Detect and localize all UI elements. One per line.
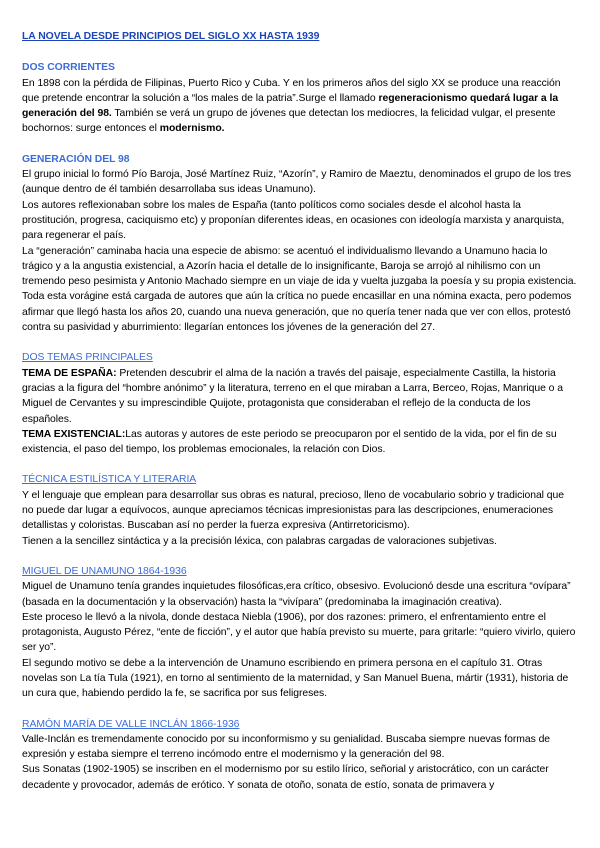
paragraph bbox=[22, 76, 578, 137]
document-title: LA NOVELA DESDE PRINCIPIOS DEL SIGLO XX HASTA 1939 bbox=[22, 31, 320, 42]
section-heading: RAMÓN MARÍA DE VALLE INCLÁN 1866-1936 bbox=[22, 718, 240, 730]
section-heading: MIGUEL DE UNAMUNO 1864-1936 bbox=[22, 565, 187, 577]
section-heading: TÉCNICA ESTILÍSTICA Y LITERARIA bbox=[22, 474, 197, 486]
bold-text: modernismo. bbox=[159, 123, 225, 135]
bold-label: TEMA EXISTENCIAL: bbox=[22, 428, 126, 440]
paragraph: La “generación” caminaba hacia una especie de abismo: se acentuó el individualismo llevando a Unamuno hacia lo trágico y a la angustia existencial, a Azorín hacia el detalle de lo insignificante, Baroja se arrojó al nihilismo con un tremendo peso pesimista y Antonio Machado siempre en un viaje de ida y vuelta juzgaba la poesía y su propia existencia. bbox=[22, 245, 577, 288]
section-heading: DOS TEMAS PRINCIPALES bbox=[22, 352, 153, 364]
section-unamuno bbox=[22, 564, 578, 702]
paragraph: El segundo motivo se debe a la intervención de Unamuno escribiendo en primera persona en el capítulo 31. Otras novelas son La tía Tula (1921), en torno al sentimiento de la maternidad, y San Manuel Buena, mártir (1931), historia de un cura que, habiendo perdido la fe, se sacrifica por sus feligreses. bbox=[22, 657, 569, 700]
section-heading: DOS CORRIENTES bbox=[22, 62, 115, 74]
paragraph: Valle-Inclán es tremendamente conocido por su inconformismo y su genialidad. Buscaba siempre nuevas formas de expresión y estaba siempre el terreno incómodo entre el modernismo y la generación del 98. bbox=[22, 733, 551, 761]
paragraph: Toda esta vorágine está cargada de autores que aún la crítica no puede encasillar en una nómina exacta, pero podemos afirmar que llegó hasta los años 20, cuando una nueva generación, que no quería tener nada que ver con ellos, protestó contra su pasividad y aburrimiento: llegarían entonces los jóvenes de la generación del 27. bbox=[22, 291, 572, 334]
paragraph: El grupo inicial lo formó Pío Baroja, José Martínez Ruiz, “Azorín”, y Ramiro de Maeztu, denominados el grupo de los tres (aunque dentro de él también desarrollaba sus ideas Unamuno). bbox=[22, 169, 571, 196]
section-heading: GENERACIÓN DEL 98 bbox=[22, 153, 130, 165]
paragraph: Miguel de Unamuno tenía grandes inquietudes filosóficas,era crítico, obsesivo. Evolucionó desde una escritura “ovípara” (basada en la documentación y la observación) hasta la “vivípara” (predominaba la imaginación creativa). bbox=[22, 581, 571, 608]
text-run: Pretenden descubrir el alma de la nación a través del paisaje, especialmente Castilla, la historia gracias a la figura del “hombre anónimo” y la literatura, terreno en el que miraban a Larra, Berceo, Rojas, Manrique o a Miguel de Cervantes y su imprescindible Quijote, protagonista que consideraban el reflejo de la conducta de los españoles. bbox=[22, 367, 563, 425]
text-run: Las autoras y autores de este periodo se preocuparon por el sentido de la vida, por el fin de su existencia, el paso del tiempo, los problemas emocionales, la relación con Dios. bbox=[22, 428, 557, 456]
text-run: En 1898 con la pérdida de Filipinas, Puerto Rico y Cuba. Y en los primeros años del siglo XX se produce una reacción que pretende encontrar la solución a “los males de la patria”.Surge el llamado bbox=[22, 77, 561, 104]
text-run: También se verá un grupo de jóvenes que detectan los mediocres, la felicidad vulgar, el presente bochornos: surge entonces el bbox=[22, 108, 556, 135]
paragraph bbox=[22, 366, 578, 427]
paragraph: Tienen a la sencillez sintáctica y a la precisión léxica, con palabras cargadas de valoraciones subjetivas. bbox=[22, 535, 497, 547]
paragraph: Sus Sonatas (1902-1905) se inscriben en el modernismo por su estilo lírico, señorial y aristocrático, con un carácter decadente y provocador, además de erótico. Y sonata de otoño, sonata de estío, sonata de primavera y bbox=[22, 764, 549, 791]
bold-label: TEMA DE ESPAÑA: bbox=[22, 367, 117, 379]
section-tecnica bbox=[22, 472, 578, 548]
section-dos-temas bbox=[22, 350, 578, 457]
section-valle-inclan bbox=[22, 717, 578, 793]
bold-text: regeneracionismo quedará lugar a la generación del 98. bbox=[22, 92, 559, 120]
paragraph: Este proceso le llevó a la nivola, donde destaca Niebla (1906), por dos razones: primero, el enfrentamiento entre el protagonista, Augusto Pérez, “ente de ficción”, y el autor que había previsto su muerte, para gritarle: “quiero vivirlo, quiero ser yo”. bbox=[22, 611, 576, 654]
section-generacion-98 bbox=[22, 152, 578, 336]
section-dos-corrientes bbox=[22, 60, 578, 136]
paragraph: Los autores reflexionaban sobre los males de España (tanto políticos como sociales desde el alcohol hasta la prostitución, progresa, caciquismo etc) y proponían diferentes ideas, en ocasiones con ideología marxista y anarquista, para regenerar el país. bbox=[22, 199, 565, 242]
paragraph: Y el lenguaje que emplean para desarrollar sus obras es natural, precioso, lleno de vocabulario sobrio y tradicional que no puede dar lugar a equívocos, aunque apreciamos técnicas impresionistas para las descripciones, enumeraciones detallistas y coloristas. Buscaban así no perder la fuerza expresiva (Antirretoricismo). bbox=[22, 489, 564, 532]
paragraph bbox=[22, 427, 578, 458]
